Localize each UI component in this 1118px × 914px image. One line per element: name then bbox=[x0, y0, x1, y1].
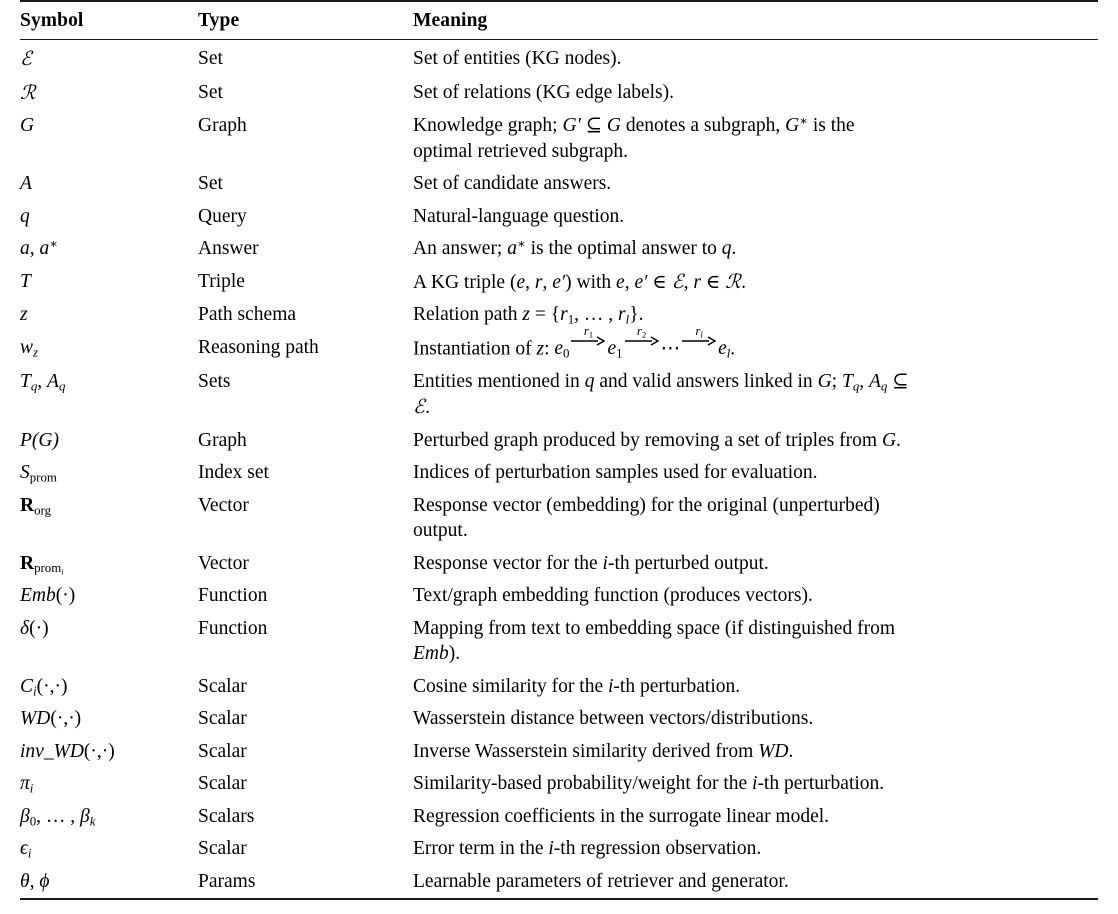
cell-meaning bbox=[413, 365, 1098, 424]
cell-symbol bbox=[20, 76, 198, 110]
symbol-regression-coefficients: $\beta_0$ bbox=[20, 805, 37, 829]
text-fragment: . bbox=[425, 397, 430, 419]
cell-type: Params bbox=[198, 870, 256, 892]
cell-meaning: Indices of perturbation samples used for evaluation. bbox=[413, 462, 818, 484]
text-fragment: ; bbox=[831, 370, 842, 392]
table-row bbox=[20, 265, 1098, 299]
text-fragment: Inverse Wasserstein similarity derived from bbox=[413, 740, 759, 762]
symbol-error-term: $\epsilon_i$ bbox=[20, 838, 32, 861]
symbol-wasserstein-distance: WD bbox=[758, 740, 789, 762]
symbol-relation-1: $r_1$ bbox=[560, 304, 575, 327]
text-fragment: Entities mentioned in bbox=[413, 370, 585, 392]
cell-type: Scalars bbox=[198, 805, 255, 827]
symbol-inverse-wasserstein: inv_WD(·,·) bbox=[20, 740, 115, 762]
text-fragment: . bbox=[788, 740, 794, 762]
rule-cell bbox=[20, 899, 198, 900]
symbol-similarity-weight: $\pi_i$ bbox=[20, 773, 34, 796]
symbol-candidate-answers: A bbox=[20, 173, 32, 195]
table-row bbox=[20, 40, 1098, 76]
cell-symbol: $T_q$, $A_q$ bbox=[20, 370, 66, 394]
cell-type: Query bbox=[198, 205, 247, 227]
text-fragment: is the bbox=[807, 115, 855, 137]
cell-symbol bbox=[20, 200, 198, 233]
symbol-relation: r bbox=[693, 271, 702, 293]
symbol-head-entity: e bbox=[516, 271, 526, 293]
cell-symbol: $\beta_0$, … , $\beta_k$ bbox=[20, 805, 96, 829]
cell-meaning: Text/graph embedding function (produces vectors). bbox=[413, 585, 813, 607]
cell-type: Index set bbox=[198, 462, 269, 484]
table-row bbox=[20, 800, 1098, 833]
cell-meaning: Set of candidate answers. bbox=[413, 173, 612, 195]
symbol-question-answers: $A_q$ bbox=[869, 370, 888, 394]
symbol-head-entity: e bbox=[616, 271, 625, 293]
table-row bbox=[20, 865, 1098, 899]
text-fragment: Response vector for the bbox=[413, 552, 603, 574]
text-fragment: -th perturbation. bbox=[613, 675, 741, 697]
cell-type: Scalar bbox=[198, 708, 247, 730]
table-row bbox=[20, 580, 1098, 613]
table-row bbox=[20, 457, 1098, 490]
symbol-index-i: i bbox=[548, 838, 554, 860]
symbol-theta: θ bbox=[20, 870, 30, 892]
symbol-graph: G bbox=[881, 429, 897, 451]
symbol-perturbation-index-set: $S_{prom}$ bbox=[20, 462, 57, 485]
cell-symbol bbox=[20, 768, 198, 801]
column-header-type: Type bbox=[198, 1, 413, 40]
meaning-line bbox=[413, 113, 1096, 138]
cell-symbol bbox=[20, 547, 198, 580]
text-fragment: -th perturbation. bbox=[757, 773, 885, 795]
cell-type: Vector bbox=[198, 552, 249, 574]
meaning-line: output. bbox=[413, 520, 468, 542]
cell-symbol bbox=[20, 110, 198, 168]
cell-type: Triple bbox=[198, 270, 245, 292]
symbol-query: q bbox=[584, 370, 595, 392]
cell-meaning bbox=[413, 612, 1098, 670]
table-row bbox=[20, 365, 1098, 424]
text-fragment: . bbox=[638, 304, 644, 326]
element-of-operator: ∈ bbox=[652, 271, 667, 293]
labeled-arrow-r2 bbox=[625, 324, 659, 355]
symbol-tail-entity: e′ bbox=[552, 271, 566, 293]
text-fragment: and valid answers linked in bbox=[594, 370, 818, 392]
subset-operator: ⊆ bbox=[887, 370, 909, 392]
text-fragment: -th regression observation. bbox=[553, 838, 762, 860]
symbol-answer: a bbox=[20, 238, 30, 260]
table-row bbox=[20, 424, 1098, 457]
cell-meaning: A KG triple (e, r, e′) with e, e′ ∈ ℰ, r ∈ ℛ. bbox=[413, 269, 746, 293]
cell-symbol bbox=[20, 670, 198, 703]
arrow-glyph bbox=[625, 336, 659, 346]
cell-type: Set bbox=[198, 81, 223, 103]
cell-type: Function bbox=[198, 617, 268, 639]
cell-meaning bbox=[413, 735, 1098, 768]
table-row bbox=[20, 76, 1098, 110]
arrow-glyph bbox=[571, 336, 605, 346]
table-header bbox=[20, 1, 1098, 40]
symbol-entity-0: $e_0$ bbox=[554, 338, 570, 362]
symbol-entity-l: $e_l$ bbox=[718, 338, 731, 362]
symbol-triple: T bbox=[20, 270, 31, 292]
table-row bbox=[20, 489, 1098, 547]
cell-symbol bbox=[20, 424, 198, 457]
cell-symbol bbox=[20, 457, 198, 490]
cell-symbol bbox=[20, 612, 198, 670]
cell-type: Scalar bbox=[198, 740, 247, 762]
symbol-query: q bbox=[721, 238, 732, 260]
table-row bbox=[20, 331, 1098, 365]
symbol-optimal-subgraph: G∗ bbox=[785, 114, 808, 137]
symbol-reasoning-path: $w_z$ bbox=[20, 336, 39, 360]
cell-type: Graph bbox=[198, 115, 247, 137]
text-fragment: . bbox=[741, 271, 746, 293]
symbol-response-vector-original: $R_{org}$ bbox=[20, 494, 52, 518]
symbol-optimal-answer: a∗ bbox=[39, 237, 58, 260]
cell-symbol bbox=[20, 703, 198, 736]
meaning-line bbox=[413, 641, 1096, 666]
cell-symbol bbox=[20, 735, 198, 768]
table-row bbox=[20, 233, 1098, 266]
cell-symbol bbox=[20, 168, 198, 201]
cell-type: Answer bbox=[198, 238, 259, 260]
rule-cell bbox=[198, 899, 413, 900]
table-row bbox=[20, 110, 1098, 168]
symbol-graph: G bbox=[20, 115, 35, 137]
cell-meaning: Learnable parameters of retriever and generator. bbox=[413, 870, 789, 892]
cell-meaning bbox=[413, 424, 1098, 457]
text-fragment: : bbox=[544, 338, 555, 360]
cell-meaning bbox=[413, 547, 1098, 580]
text-fragment: ) with bbox=[565, 271, 617, 293]
symbol-entity-set: ℰ bbox=[671, 269, 684, 293]
cell-meaning bbox=[413, 324, 1098, 365]
arrow-label: $r_l$ bbox=[695, 324, 703, 340]
symbol-response-vector-perturbed: $R_{prom_i}$ bbox=[20, 552, 64, 577]
symbol-entity-set: ℰ bbox=[20, 47, 33, 71]
text-fragment: is the optimal answer to bbox=[525, 238, 722, 260]
cell-symbol bbox=[20, 331, 198, 365]
text-fragment: Cosine similarity for the bbox=[413, 675, 608, 697]
cell-meaning: Wasserstein distance between vectors/distributions. bbox=[413, 708, 814, 730]
symbol-question-entities: $T_q$ bbox=[841, 370, 860, 394]
column-header-meaning: Meaning bbox=[413, 1, 1098, 40]
cell-meaning: Set of entities (KG nodes). bbox=[413, 40, 1098, 76]
meaning-line: optimal retrieved subgraph. bbox=[413, 140, 628, 162]
symbol-perturbed-graph: P(G) bbox=[20, 429, 60, 451]
symbol-phi: ϕ bbox=[39, 870, 50, 892]
cell-type: Scalar bbox=[198, 675, 247, 697]
text-fragment: -th perturbed output. bbox=[607, 552, 769, 574]
symbol-index-i: i bbox=[602, 552, 608, 574]
text-fragment: denotes a subgraph, bbox=[621, 115, 786, 137]
cell-meaning bbox=[413, 833, 1098, 866]
subset-operator: ⊆ bbox=[585, 115, 603, 137]
symbol-embedding-function: Emb bbox=[413, 643, 449, 665]
text-fragment: . bbox=[896, 429, 901, 451]
meaning-line: Entities mentioned in q and valid answers linked in G; $T_q$, $A_q$ ⊆ bbox=[413, 370, 909, 394]
symbol-regression-coefficient-k: $\beta_k$ bbox=[80, 805, 96, 829]
cell-meaning bbox=[413, 233, 1098, 266]
cell-type: Graph bbox=[198, 429, 247, 451]
text-fragment: Instantiation of bbox=[413, 338, 537, 360]
symbol-embedding-function: Emb(·) bbox=[20, 585, 76, 607]
table-row bbox=[20, 768, 1098, 801]
table-row bbox=[20, 299, 1098, 332]
cell-type: Set bbox=[198, 173, 223, 195]
cell-symbol bbox=[20, 833, 198, 866]
symbol-path-schema: z bbox=[536, 338, 545, 360]
rule-cell bbox=[413, 899, 1098, 900]
text-fragment: Similarity-based probability/weight for the bbox=[413, 773, 753, 795]
cell-type: Scalar bbox=[198, 773, 247, 795]
text-fragment: Knowledge graph; bbox=[413, 115, 563, 137]
text-fragment: Perturbed graph produced by removing a set of triples from bbox=[413, 429, 882, 451]
symbol-entity-set: ℰ bbox=[413, 395, 426, 419]
column-header-symbol: Symbol bbox=[20, 1, 198, 40]
cell-meaning: Set of relations (KG edge labels). bbox=[413, 81, 675, 103]
cell-meaning bbox=[413, 768, 1098, 801]
table-row bbox=[20, 200, 1098, 233]
cell-symbol: a, a∗ bbox=[20, 237, 58, 260]
cell-meaning bbox=[413, 670, 1098, 703]
symbol-relation-set: ℛ bbox=[20, 80, 36, 104]
symbol-relation-set: ℛ bbox=[725, 269, 742, 293]
cell-type: Set bbox=[198, 40, 413, 76]
cell-symbol: θ, ϕ bbox=[20, 870, 50, 892]
ellipsis: … bbox=[583, 304, 604, 326]
text-fragment: An answer; bbox=[413, 238, 508, 260]
table-row bbox=[20, 547, 1098, 580]
cell-type: Sets bbox=[198, 370, 231, 392]
cell-meaning: Regression coefficients in the surrogate linear model. bbox=[413, 805, 830, 827]
table-row bbox=[20, 833, 1098, 866]
symbol-delta-function: δ(·) bbox=[20, 617, 49, 639]
symbol-subgraph: G′ bbox=[562, 115, 581, 137]
symbol-entity-1: $e_1$ bbox=[607, 338, 623, 362]
symbol-graph: G bbox=[817, 370, 832, 392]
symbol-relation-l: $r_l$ bbox=[618, 304, 630, 327]
ellipsis: ⋯ bbox=[660, 338, 681, 360]
symbol-query: q bbox=[20, 205, 30, 227]
cell-type: Scalar bbox=[198, 838, 247, 860]
cell-meaning bbox=[413, 110, 1098, 168]
meaning-line: Mapping from text to embedding space (if distinguished from bbox=[413, 617, 895, 639]
cell-meaning: Relation path $z = \{r_1$, … , $r_l$}. bbox=[413, 304, 644, 327]
text-fragment: , bbox=[683, 271, 694, 293]
text-fragment: Error term in the bbox=[413, 838, 549, 860]
symbol-graph: G bbox=[606, 115, 622, 137]
symbol-path-schema: z bbox=[522, 304, 530, 326]
arrow-label: $r_1$ bbox=[583, 324, 594, 340]
table-row bbox=[20, 168, 1098, 201]
symbol-optimal-answer: a∗ bbox=[507, 237, 526, 260]
table-row bbox=[20, 612, 1098, 670]
cell-symbol bbox=[20, 489, 198, 547]
cell-meaning: Natural-language question. bbox=[413, 205, 625, 227]
table-row bbox=[20, 735, 1098, 768]
cell-type: Function bbox=[198, 585, 268, 607]
labeled-arrow-r1 bbox=[571, 324, 605, 355]
symbol-path-schema: z bbox=[20, 304, 28, 326]
cell-type: Path schema bbox=[198, 304, 297, 326]
cell-symbol bbox=[20, 265, 198, 299]
table-bottom-rule bbox=[20, 899, 1098, 900]
meaning-line bbox=[413, 394, 1096, 420]
text-fragment: Relation path bbox=[413, 304, 523, 326]
cell-meaning bbox=[413, 489, 1098, 547]
symbol-index-i: i bbox=[752, 773, 758, 795]
symbol-wasserstein-distance: WD(·,·) bbox=[20, 708, 82, 730]
labeled-arrow-rl bbox=[682, 324, 716, 355]
cell-symbol bbox=[20, 299, 198, 332]
text-fragment: . bbox=[731, 238, 737, 260]
ellipsis: … bbox=[45, 805, 66, 827]
symbol-cosine-similarity: $C_i(\cdot,\cdot)$ bbox=[20, 675, 68, 699]
text-fragment: A KG triple ( bbox=[413, 271, 517, 293]
cell-type: Vector bbox=[198, 494, 249, 516]
text-fragment: . bbox=[730, 338, 736, 360]
table-row bbox=[20, 670, 1098, 703]
arrow-label: $r_2$ bbox=[636, 324, 647, 340]
text-fragment: ). bbox=[448, 643, 461, 665]
symbol-relation: r bbox=[534, 271, 543, 293]
symbol-question-entities: $T_q$ bbox=[20, 370, 38, 394]
symbol-tail-entity: e′ bbox=[634, 271, 648, 293]
cell-symbol bbox=[20, 580, 198, 613]
table-row bbox=[20, 703, 1098, 736]
element-of-operator: ∈ bbox=[705, 271, 721, 293]
cell-symbol bbox=[20, 40, 198, 76]
cell-type: Reasoning path bbox=[198, 336, 319, 358]
table-body bbox=[20, 40, 1098, 900]
notation-table bbox=[20, 0, 1098, 900]
meaning-line: Response vector (embedding) for the original (unperturbed) bbox=[413, 494, 880, 516]
symbol-index-i: i bbox=[607, 675, 614, 697]
arrow-glyph bbox=[682, 336, 716, 346]
symbol-question-answers: $A_q$ bbox=[47, 370, 66, 394]
